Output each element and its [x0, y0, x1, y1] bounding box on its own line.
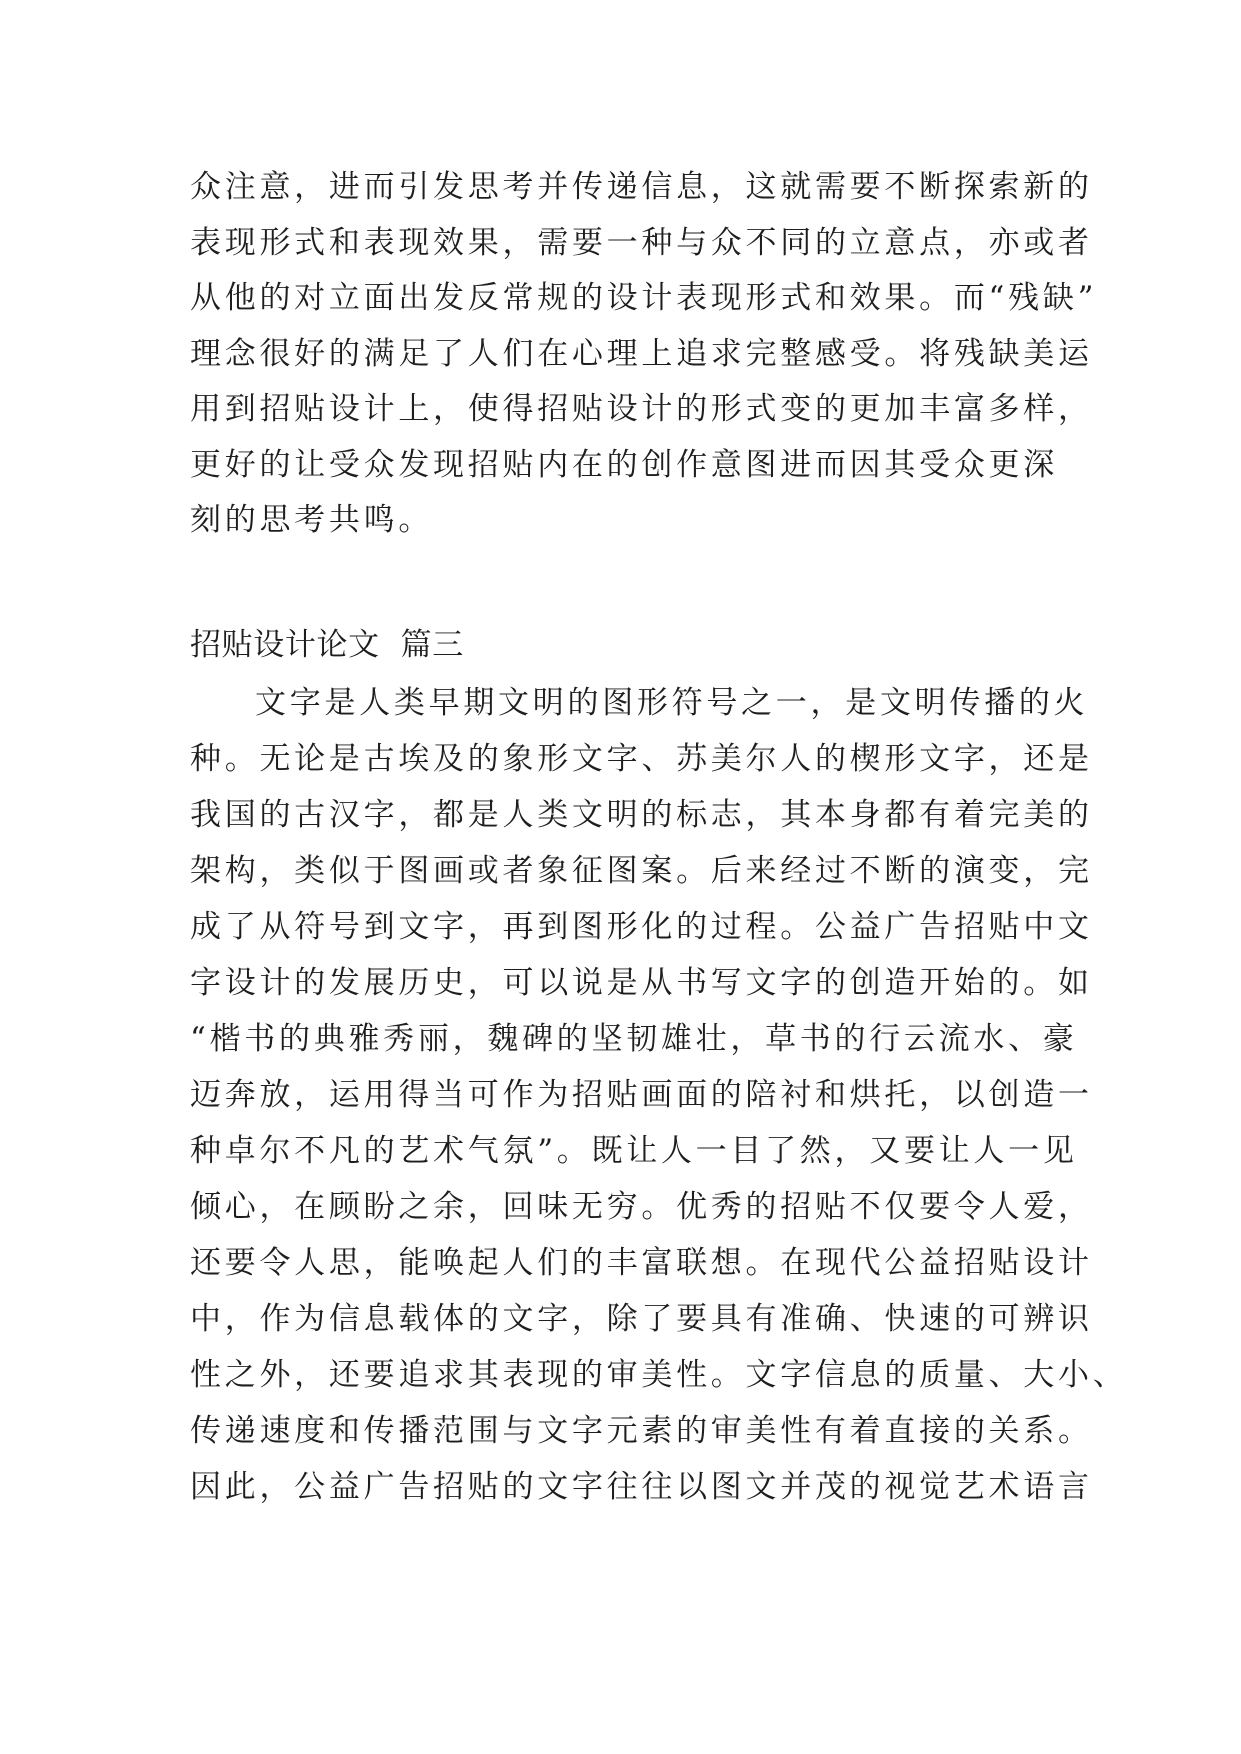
paragraph-line: 字设计的发展历史，可以说是从书写文字的创造开始的。如 [190, 965, 1093, 1001]
paragraph-line: 成了从符号到文字，再到图形化的过程。公益广告招贴中文 [190, 909, 1093, 945]
paragraph-line: 性之外，还要追求其表现的审美性。文字信息的质量、大小、 [190, 1357, 1128, 1393]
paragraph-line: 我国的古汉字，都是人类文明的标志，其本身都有着完美的 [190, 797, 1093, 833]
paragraph-line: 架构，类似于图画或者象征图案。后来经过不断的演变，完 [190, 853, 1093, 889]
paragraph-line: 用到招贴设计上，使得招贴设计的形式变的更加丰富多样， [190, 391, 1093, 427]
paragraph-line: 迈奔放，运用得当可作为招贴画面的陪衬和烘托，以创造一 [190, 1077, 1093, 1113]
paragraph-line: 更好的让受众发现招贴内在的创作意图进而因其受众更深 [190, 447, 1058, 483]
paragraph-line: 因此，公益广告招贴的文字往往以图文并茂的视觉艺术语言 [190, 1469, 1093, 1505]
paragraph-line: 还要令人思，能唤起人们的丰富联想。在现代公益招贴设计 [190, 1245, 1093, 1281]
paragraph-line: 种。无论是古埃及的象形文字、苏美尔人的楔形文字，还是 [190, 741, 1093, 777]
paragraph-line-first: 文字是人类早期文明的图形符号之一，是文明传播的火 [255, 685, 1089, 721]
paragraph-line: 众注意，进而引发思考并传递信息，这就需要不断探索新的 [190, 169, 1093, 205]
paragraph-line: 从他的对立面出发反常规的设计表现形式和效果。而“残缺” [190, 280, 1098, 316]
paragraph-line: 表现形式和表现效果，需要一种与众不同的立意点，亦或者 [190, 225, 1093, 261]
paragraph-line: “楷书的典雅秀丽，魏碑的坚韧雄壮，草书的行云流水、豪 [190, 1021, 1078, 1057]
section-heading: 招贴设计论文 篇三 [190, 627, 464, 663]
paragraph-line: 种卓尔不凡的艺术气氛”。既让人一目了然，又要让人一见 [190, 1133, 1078, 1169]
paragraph-line: 传递速度和传播范围与文字元素的审美性有着直接的关系。 [190, 1413, 1093, 1449]
paragraph-line: 刻的思考共鸣。 [190, 502, 434, 538]
paragraph-line: 倾心，在顾盼之余，回味无穷。优秀的招贴不仅要令人爱， [190, 1189, 1093, 1225]
paragraph-line: 理念很好的满足了人们在心理上追求完整感受。将残缺美运 [190, 336, 1093, 372]
paragraph-line: 中，作为信息载体的文字，除了要具有准确、快速的可辨识 [190, 1301, 1093, 1337]
